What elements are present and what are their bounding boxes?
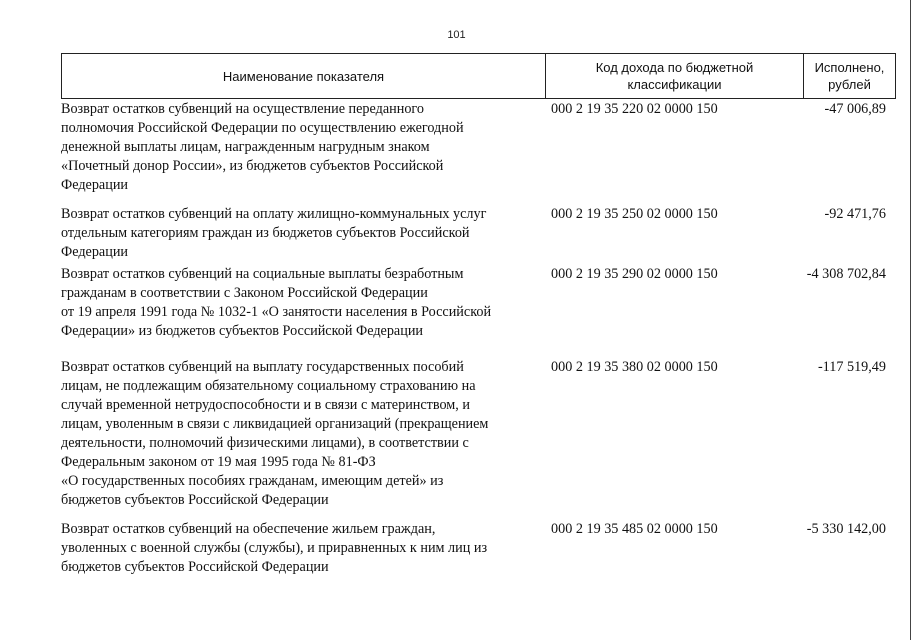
row-amount: -47 006,89	[824, 101, 886, 117]
row-description: Возврат остатков субвенций на осуществление переданного полномочия Российской Федерации по осуществлению ежегодной денежной выплаты лицам, награжденным нагрудным знаком «Почетный донор России», из бюджетов субъектов Российской Федерации	[61, 101, 464, 193]
row-amount: -5 330 142,00	[806, 521, 886, 537]
header-code: Код дохода по бюджетной классификации	[546, 54, 804, 98]
row-description: Возврат остатков субвенций на обеспечение жильем граждан, уволенных с военной службы (службы), и приравненных к ним лиц из бюджетов субъектов Российской Федерации	[61, 521, 488, 575]
row-description: Возврат остатков субвенций на социальные выплаты безработным гражданам в соответствии с Законом Российской Федерации от 19 апреля 1991 года № 1032-1 «О занятости населения в Российской Федерации» из бюджетов субъектов Российской Федерации	[61, 266, 492, 339]
page-edge-divider	[910, 0, 911, 640]
row-amount: -117 519,49	[817, 359, 886, 375]
row-description: Возврат остатков субвенций на выплату государственных пособий лицам, не подлежащим обязательному социальному страхованию на случай временной нетрудоспособности и в связи с материнством, и лицам, уволенным в связи с ликвидацией организаций (прекращением деятельности, полномочий физическими лицами), в соответствии с Федеральным законом от 19 мая 1995 года № 81-ФЗ «О государственных пособиях гражданам, имеющим детей» из бюджетов субъектов Российской Федерации	[61, 359, 489, 508]
row-description: Возврат остатков субвенций на оплату жилищно-коммунальных услуг отдельным категориям граждан из бюджетов субъектов Российской Федерации	[61, 206, 487, 260]
table-header	[61, 53, 896, 99]
row-code: 000 2 19 35 220 02 0000 150	[551, 101, 718, 117]
page-number: 101	[447, 29, 466, 41]
header-name: Наименование показателя	[62, 54, 546, 98]
row-code: 000 2 19 35 485 02 0000 150	[551, 521, 718, 537]
row-amount: -4 308 702,84	[806, 266, 886, 282]
row-amount: -92 471,76	[824, 206, 886, 222]
row-code: 000 2 19 35 250 02 0000 150	[551, 206, 718, 222]
header-amount: Исполнено, рублей	[814, 60, 885, 92]
row-code: 000 2 19 35 290 02 0000 150	[551, 266, 718, 282]
row-code: 000 2 19 35 380 02 0000 150	[551, 359, 718, 375]
